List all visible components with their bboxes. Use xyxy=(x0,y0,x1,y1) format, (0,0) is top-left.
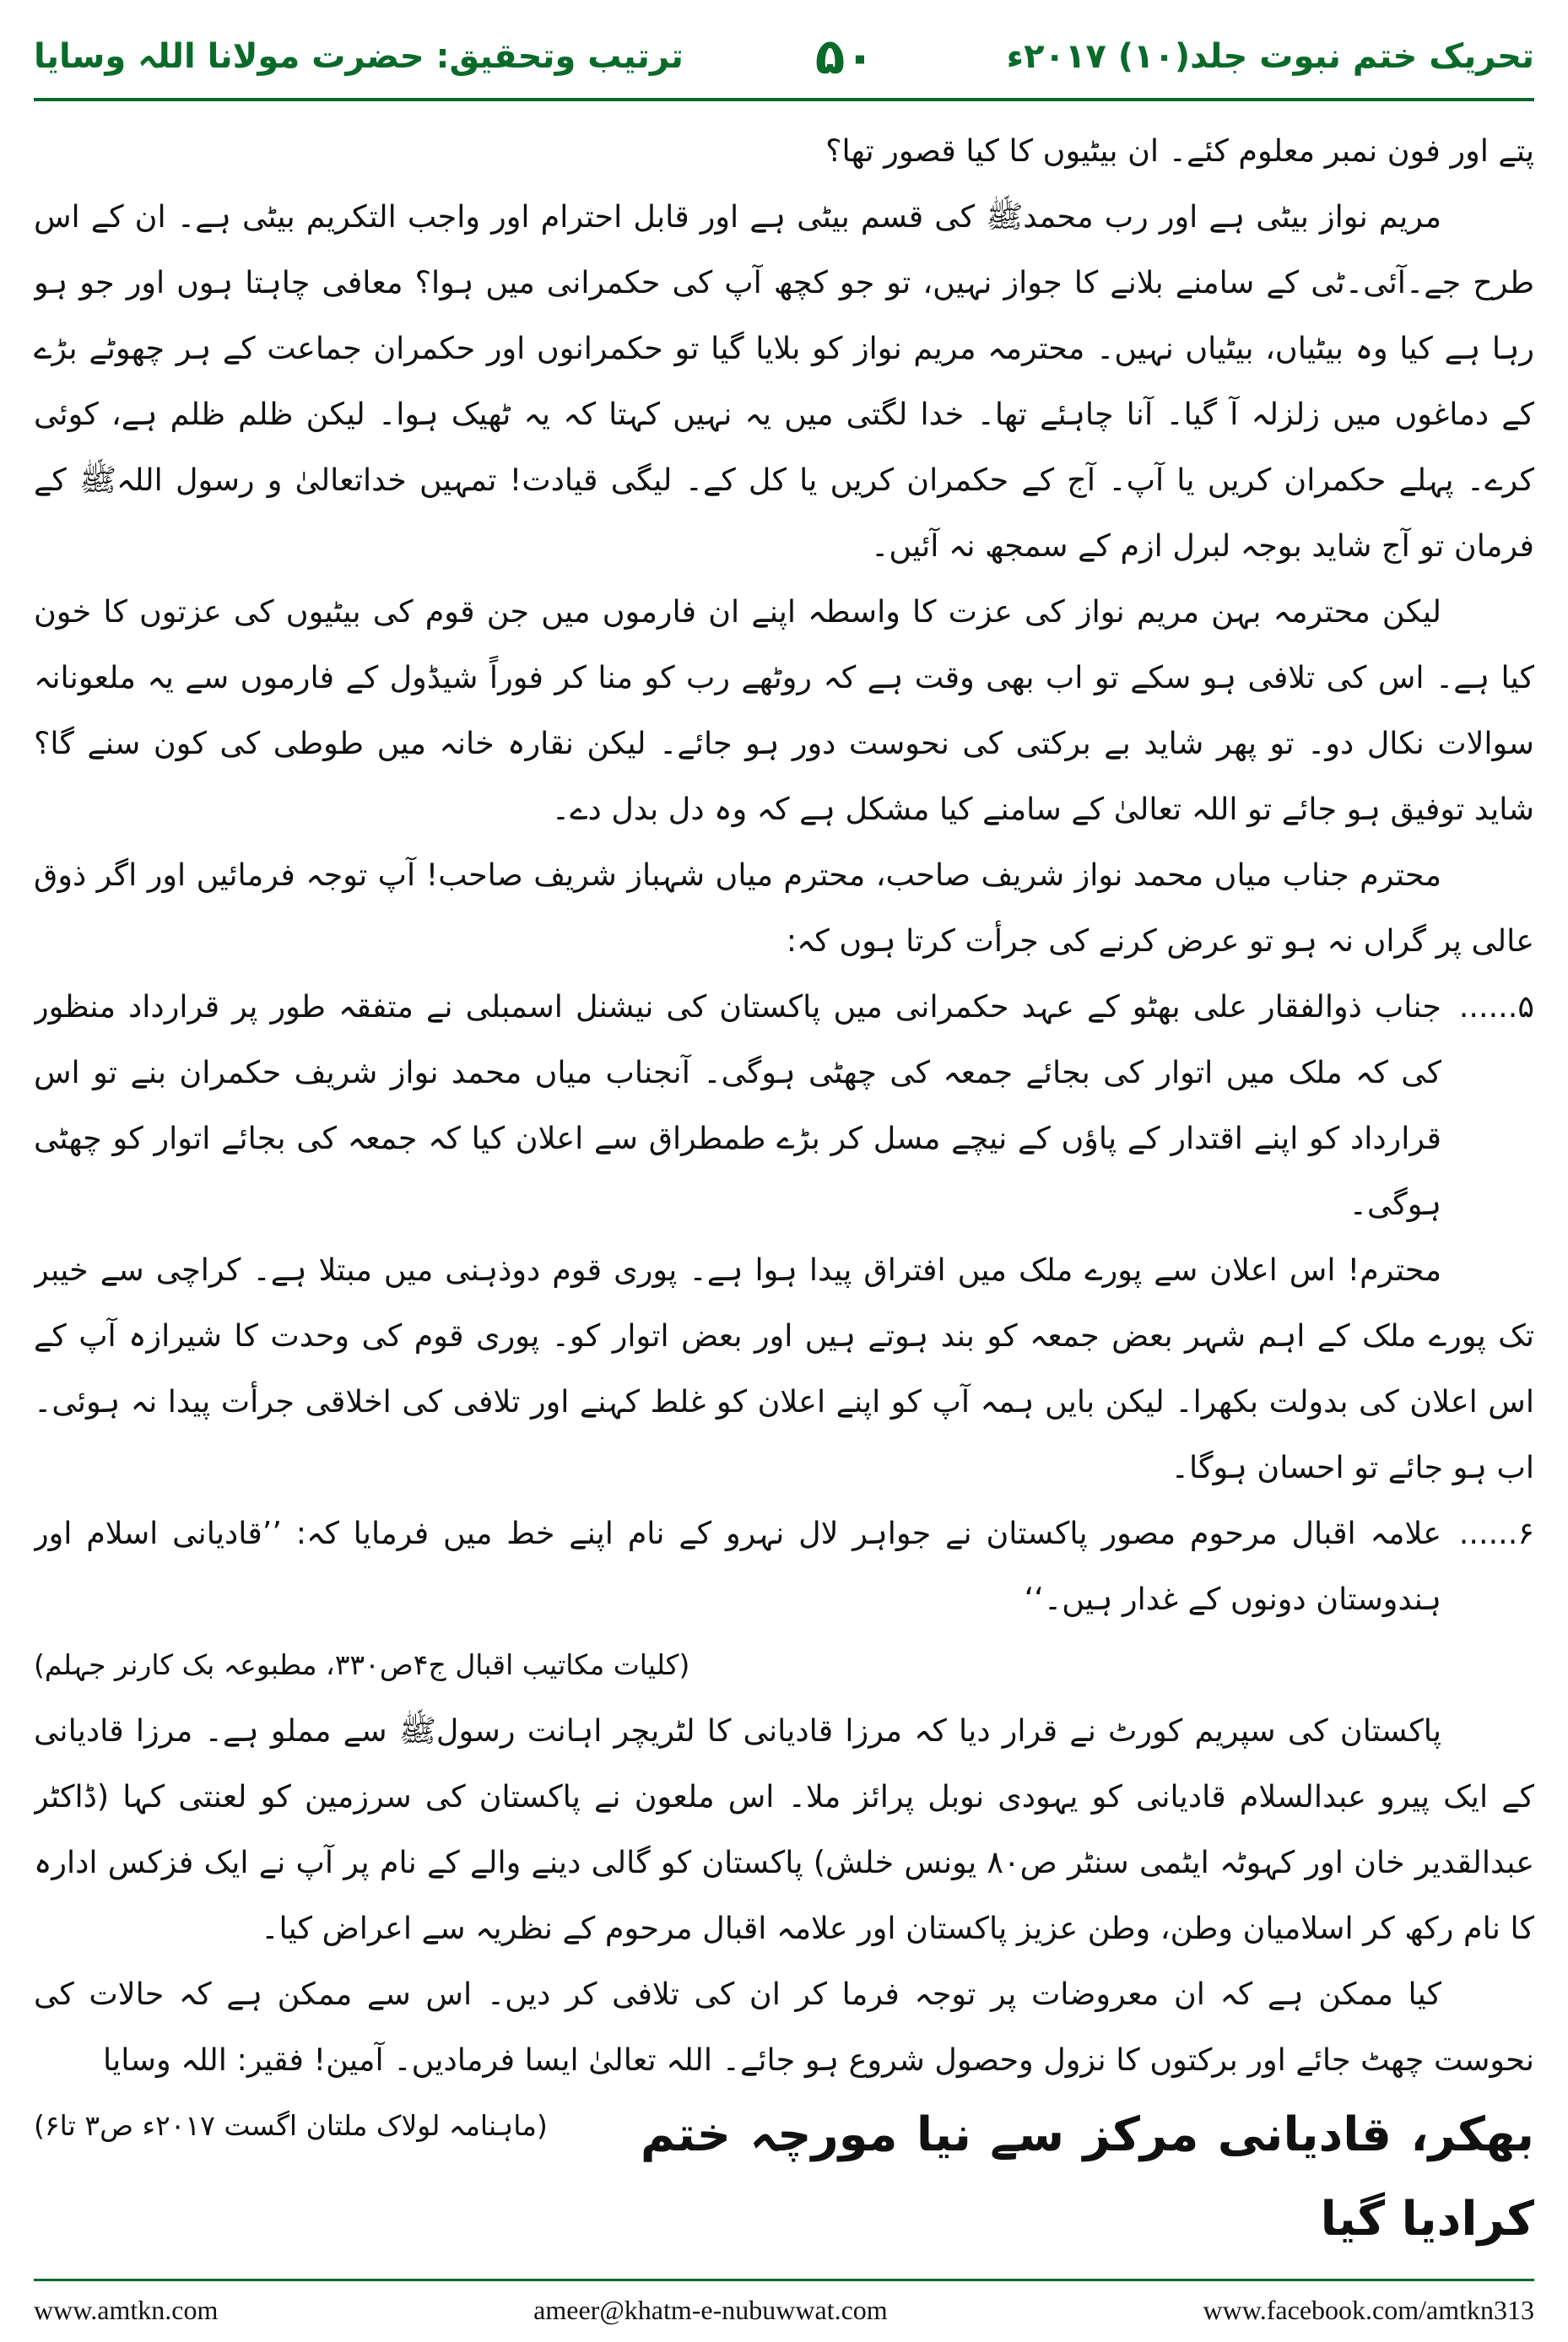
page-number: ۵۰ xyxy=(814,28,875,85)
footer-facebook-link[interactable]: www.facebook.com/amtkn313 xyxy=(1203,2294,1534,2325)
page-header xyxy=(34,19,1534,95)
footer-divider xyxy=(34,2279,1534,2281)
item-6-number: ۶...... xyxy=(1458,1515,1534,1551)
paragraph-3: لیکن محترمہ بہن مریم نواز کی عزت کا واسطہ اپنے ان فارموں میں جن قوم کی بیٹیوں کی عزتوں کا خون کیا ہے۔ اس کی تلافی ہو سکے تو اب بھی وقت ہے کہ روٹھے رب کو منا کر فوراً شیڈول کے فارموں سے یہ ملعونانہ سوالات نکال دو۔ تو پھر شاید بے برکتی کی نحوست دور ہو جائے۔ لیکن نقارہ خانہ میں طوطی کی کون سنے گا؟ شاید توفیق ہو جائے تو اللہ تعالیٰ کے سامنے کیا مشکل ہے کہ وہ دل بدل دے۔ xyxy=(34,593,1534,827)
paragraph-4: محترم جناب میاں محمد نواز شریف صاحب، محترم میاں شہباز شریف صاحب! آپ توجہ فرمائیں اور اگر ذوق عالی پر گراں نہ ہو تو عرض کرنے کی جرأت کرتا ہوں کہ: xyxy=(34,857,1534,959)
footer-email-link[interactable]: ameer@khatm-e-nubuwwat.com xyxy=(533,2294,888,2325)
paragraph-5: محترم! اس اعلان سے پورے ملک میں افتراق پیدا ہوا ہے۔ پوری قوم دوذہنی میں مبتلا ہے۔ کراچی سے خیبر تک پورے ملک کے اہم شہر بعض جمعہ کو بند ہوتے ہیں اور بعض اتوار کو۔ پوری قوم کی وحدت کا شیرازہ آپ کے اس اعلان کی بدولت بکھرا۔ لیکن بایں ہمہ آپ کو اپنے اعلان کو غلط کہنے اور تلافی کی اخلاقی جرأت پیدا نہ ہوئی۔ اب ہو جائے تو احسان ہوگا۔ xyxy=(34,1252,1534,1485)
item-6-content xyxy=(34,1501,1441,1698)
paragraph-7-text: کیا ممکن ہے کہ ان معروضات پر توجہ فرما کر ان کی تلافی کر دیں۔ اس سے ممکن ہے کہ حالات کی نحوست چھٹ جائے اور برکتوں کا نزول وحصول شروع ہو جائے۔ اللہ تعالیٰ ایسا فرمادیں۔ آمین! فقیر: اللہ وسایا xyxy=(34,1976,1534,2078)
section-heading: بھکر، قادیانی مرکز سے نیا مورچہ ختم کرادیا گیا xyxy=(640,2107,1534,2247)
footer-website-link[interactable]: www.amtkn.com xyxy=(34,2294,219,2325)
item-6-citation: (کلیات مکاتیب اقبال ج۴ص۳۳۰، مطبوعہ بک کارنر جہلم) xyxy=(34,1648,690,1681)
paragraph-6: پاکستان کی سپریم کورٹ نے قرار دیا کہ مرزا قادیانی کا لٹریچر اہانت رسولﷺ سے مملو ہے۔ مرزا قادیانی کے ایک پیرو عبدالسلام قادیانی کو یہودی نوبل پرائز ملا۔ اس ملعون نے پاکستان کی سرزمین کو لعنتی کہا (ڈاکٹر عبدالقدیر خان اور کہوٹہ ایٹمی سنٹر ص۸۰ یونس خلش) پاکستان کو گالی دینے والے کے نام پر آپ نے ایک فزکس ادارہ کا نام رکھ کر اسلامیان وطن، وطن عزیز پاکستان اور علامہ اقبال مرحوم کے نظریہ سے اعراض کیا۔ xyxy=(34,1712,1534,1946)
header-author: ترتیب وتحقیق: حضرت مولانا اللہ وسایا xyxy=(34,37,684,76)
paragraph-1: پتے اور فون نمبر معلوم کئے۔ ان بیٹیوں کا کیا قصور تھا؟ xyxy=(825,133,1534,169)
page-body xyxy=(34,118,1534,2262)
header-book-title: تحریک ختم نبوت جلد(۱۰) ۲۰۱۷ء xyxy=(1006,37,1534,76)
item-6-text: علامہ اقبال مرحوم مصور پاکستان نے جواہر لال نہرو کے نام اپنے خط میں فرمایا کہ: ’’قادیانی اسلام اور ہندوستان دونوں کے غدار ہیں۔‘‘ xyxy=(34,1515,1441,1617)
numbered-item-5 xyxy=(34,974,1534,1237)
item-5-number: ۵...... xyxy=(1458,988,1534,1025)
paragraph-7-citation: (ماہنامہ لولاک ملتان اگست ۲۰۱۷ء ص۳ تا۶) xyxy=(34,2109,548,2142)
header-divider xyxy=(34,98,1534,101)
numbered-item-6 xyxy=(34,1501,1534,1698)
item-5-text: جناب ذوالفقار علی بھٹو کے عہد حکمرانی میں پاکستان کی نیشنل اسمبلی نے متفقہ طور پر قرارداد منظور کی کہ ملک میں اتوار کی بجائے جمعہ کی چھٹی ہوگی۔ آنجناب میاں محمد نواز شریف حکمران بنے تو اس قرارداد کو اپنے اقتدار کے پاؤں کے نیچے مسل کر بڑے طمطراق سے اعلان کیا کہ جمعہ کی بجائے اتوار کو چھٹی ہوگی۔ xyxy=(34,988,1441,1222)
paragraph-7 xyxy=(34,1961,1534,2142)
paragraph-2: مریم نواز بیٹی ہے اور رب محمدﷺ کی قسم بیٹی ہے اور قابل احترام اور واجب التکریم بیٹی ہے۔ ان کے اس طرح جے۔آئی۔ٹی کے سامنے بلانے کا جواز نہیں، تو جو کچھ آپ کی حکمرانی میں ہوا؟ معافی چاہتا ہوں اور جو ہو رہا ہے کیا وہ بیٹیاں، بیٹیاں نہیں۔ محترمہ مریم نواز کو بلایا گیا تو حکمرانوں اور حکمران جماعت کے ہر چھوٹے بڑے کے دماغوں میں زلزلہ آ گیا۔ آنا چاہئے تھا۔ خدا لگتی میں یہ نہیں کہتا کہ یہ ٹھیک ہوا۔ لیکن ظلم ظلم ہے، کوئی کرے۔ پہلے حکمران کریں یا آپ۔ آج کے حکمران کریں یا کل کے۔ لیگی قیادت! تمہیں خداتعالیٰ و رسول اللہﷺ کے فرمان تو آج شاید بوجہ لبرل ازم کے سمجھ نہ آئیں۔ xyxy=(34,198,1534,564)
page-footer xyxy=(34,2289,1534,2331)
